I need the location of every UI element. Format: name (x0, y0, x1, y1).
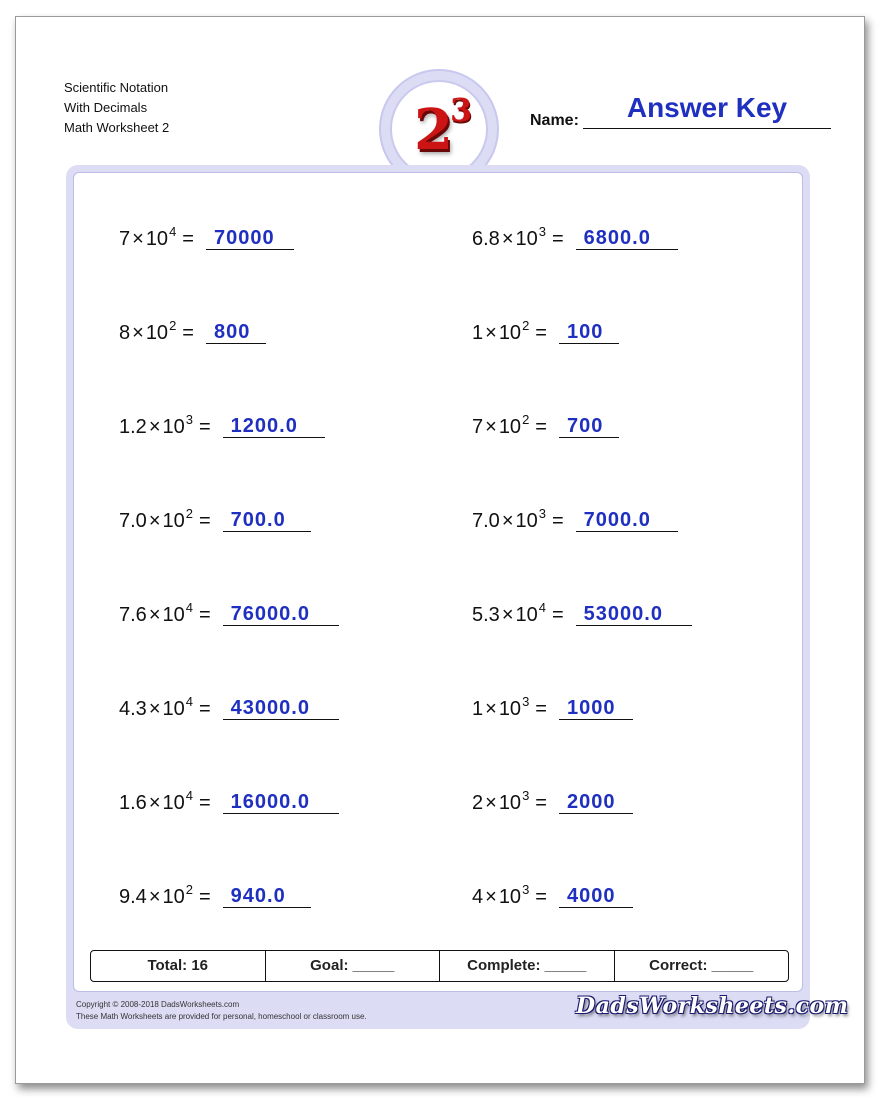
times-sign: × (148, 510, 161, 532)
equals-sign: = (182, 322, 194, 344)
times-sign: × (148, 792, 161, 814)
problem-item (119, 412, 298, 446)
equals-sign: = (198, 604, 211, 626)
exponent: 3 (185, 412, 193, 427)
logo-circle (390, 80, 488, 178)
exponent: 2 (185, 506, 193, 521)
exponent: 2 (522, 412, 530, 427)
answer-field[interactable]: 1200.0 (223, 414, 325, 438)
answer-field[interactable]: 6800.0 (576, 226, 678, 250)
answer-field[interactable]: 700.0 (223, 508, 311, 532)
times-sign: × (501, 604, 514, 626)
problem-expression (119, 224, 194, 250)
answer-field[interactable]: 940.0 (223, 884, 311, 908)
times-sign: × (501, 510, 514, 532)
problem-item (472, 412, 604, 446)
problem-expression (119, 506, 211, 532)
problem-item (119, 694, 310, 728)
problem-expression (119, 412, 211, 438)
exponent: 3 (538, 224, 546, 239)
answer-field[interactable]: 4000 (559, 884, 633, 908)
coefficient: 4.3 (119, 698, 147, 720)
exponent: 4 (185, 788, 193, 803)
score-table (90, 950, 789, 982)
equals-sign: = (198, 416, 211, 438)
total-cell: Total: 16 (91, 951, 266, 981)
answer-field[interactable]: 700 (559, 414, 619, 438)
worksheet-page (15, 16, 865, 1084)
exponent: 2 (522, 318, 530, 333)
equals-sign: = (198, 698, 211, 720)
problem-item (119, 788, 310, 822)
coefficient: 2 (472, 792, 484, 814)
base-ten: 10 (162, 416, 185, 438)
correct-cell: Correct: _____ (649, 957, 754, 974)
base-ten: 10 (162, 698, 185, 720)
problem-expression (472, 224, 564, 250)
problem-item (119, 224, 275, 258)
coefficient: 7.6 (119, 604, 147, 626)
logo-exponent: 3 (450, 91, 473, 129)
problems-area (73, 172, 803, 992)
problem-expression (119, 318, 194, 344)
problem-item (119, 318, 251, 352)
title-line-2: With Decimals (64, 100, 148, 115)
answer-field[interactable]: 53000.0 (576, 602, 692, 626)
equals-sign: = (535, 416, 547, 438)
problem-item (472, 600, 663, 634)
exponent: 3 (522, 694, 530, 709)
logo-base: 2 (414, 97, 453, 163)
problem-expression (119, 600, 211, 626)
problem-expression (119, 694, 211, 720)
coefficient: 9.4 (119, 886, 147, 908)
exponent: 2 (169, 318, 177, 333)
equals-sign: = (551, 228, 564, 250)
brand-logo: DadsWorksheets.com (576, 993, 849, 1019)
base-ten: 10 (498, 322, 522, 344)
exponent: 4 (169, 224, 177, 239)
base-ten: 10 (498, 416, 522, 438)
exponent: 2 (185, 882, 193, 897)
base-ten: 10 (498, 792, 522, 814)
times-sign: × (148, 886, 161, 908)
base-ten: 10 (145, 228, 169, 250)
equals-sign: = (198, 510, 211, 532)
base-ten: 10 (162, 604, 185, 626)
equals-sign: = (551, 510, 564, 532)
base-ten: 10 (162, 792, 185, 814)
times-sign: × (501, 228, 514, 250)
equals-sign: = (182, 228, 194, 250)
base-ten: 10 (515, 604, 538, 626)
coefficient: 8 (119, 322, 131, 344)
base-ten: 10 (515, 228, 538, 250)
times-sign: × (485, 698, 497, 720)
exponent: 3 (522, 882, 530, 897)
coefficient: 7.0 (119, 510, 147, 532)
problems-frame (66, 165, 849, 1029)
times-sign: × (485, 886, 497, 908)
exponent: 3 (538, 506, 546, 521)
problem-item (472, 224, 651, 258)
title-line-1: Scientific Notation (64, 80, 169, 95)
coefficient: 1 (472, 322, 484, 344)
times-sign: × (148, 604, 161, 626)
name-label: Name: (530, 112, 579, 129)
exponent: 4 (185, 600, 193, 615)
answer-field[interactable]: 16000.0 (223, 790, 339, 814)
exponent: 4 (185, 694, 193, 709)
base-ten: 10 (162, 510, 185, 532)
coefficient: 7 (119, 228, 131, 250)
times-sign: × (148, 698, 161, 720)
answer-field[interactable]: 2000 (559, 790, 633, 814)
problem-item (472, 882, 616, 916)
equals-sign: = (551, 604, 564, 626)
problem-expression (472, 412, 547, 438)
coefficient: 7.0 (472, 510, 500, 532)
equals-sign: = (535, 322, 547, 344)
equals-sign: = (535, 792, 547, 814)
problem-expression (472, 506, 564, 532)
problem-expression (119, 788, 211, 814)
problem-item (472, 506, 651, 540)
base-ten: 10 (498, 886, 522, 908)
times-sign: × (132, 322, 144, 344)
equals-sign: = (535, 698, 547, 720)
copyright-text: Copyright © 2008-2018 DadsWorksheets.com (76, 1000, 240, 1009)
base-ten: 10 (515, 510, 538, 532)
problem-expression (472, 882, 547, 908)
complete-cell: Complete: _____ (440, 951, 615, 981)
base-ten: 10 (162, 886, 185, 908)
answer-key-title: Answer Key (626, 92, 788, 123)
problem-item (119, 506, 286, 540)
times-sign: × (485, 322, 497, 344)
times-sign: × (485, 792, 497, 814)
base-ten: 10 (498, 698, 522, 720)
coefficient: 1.2 (119, 416, 147, 438)
equals-sign: = (535, 886, 547, 908)
answer-field[interactable]: 800 (206, 320, 266, 344)
exponent: 4 (538, 600, 546, 615)
answer-field[interactable]: 100 (559, 320, 619, 344)
coefficient: 7 (472, 416, 484, 438)
footer-copyright (76, 999, 367, 1023)
exponent: 3 (522, 788, 530, 803)
title-line-3: Math Worksheet 2 (64, 120, 170, 135)
usage-text: These Math Worksheets are provided for personal, homeschool or classroom use. (76, 1012, 367, 1021)
times-sign: × (485, 416, 497, 438)
times-sign: × (148, 416, 161, 438)
coefficient: 5.3 (472, 604, 500, 626)
goal-cell: Goal: _____ (266, 951, 441, 981)
problem-expression (472, 788, 547, 814)
problem-expression (472, 600, 564, 626)
problem-item (119, 882, 286, 916)
times-sign: × (132, 228, 144, 250)
worksheet-title (64, 78, 169, 138)
problem-item (472, 694, 616, 728)
answer-field[interactable]: 70000 (206, 226, 294, 250)
problem-expression (472, 694, 547, 720)
equals-sign: = (198, 886, 211, 908)
coefficient: 1 (472, 698, 484, 720)
problem-item (472, 318, 604, 352)
problem-item (472, 788, 616, 822)
answer-field[interactable]: 76000.0 (223, 602, 339, 626)
name-underline (583, 128, 831, 129)
coefficient: 6.8 (472, 228, 500, 250)
answer-field[interactable]: 7000.0 (576, 508, 678, 532)
base-ten: 10 (145, 322, 169, 344)
coefficient: 4 (472, 886, 484, 908)
problem-expression (472, 318, 547, 344)
problem-item (119, 600, 310, 634)
coefficient: 1.6 (119, 792, 147, 814)
answer-field[interactable]: 1000 (559, 696, 633, 720)
answer-field[interactable]: 43000.0 (223, 696, 339, 720)
equals-sign: = (198, 792, 211, 814)
problem-expression (119, 882, 211, 908)
